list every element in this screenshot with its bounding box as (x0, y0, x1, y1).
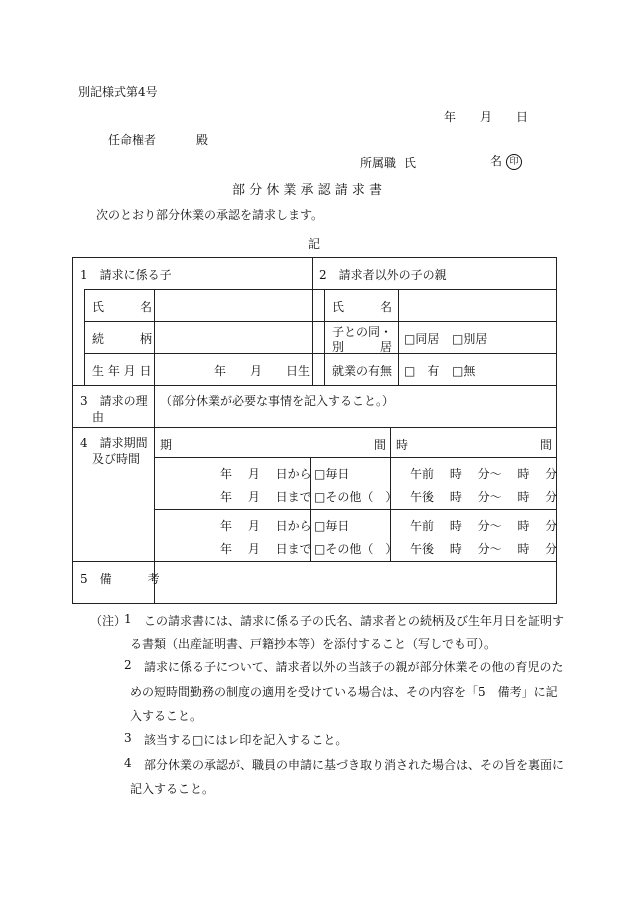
intro-text: 次のとおり部分休業の承認を請求します。 (96, 208, 324, 222)
section-reason-title-line2: 由 (92, 410, 105, 424)
name-label-first: 氏 (404, 156, 417, 170)
period1-am-time: 午前 時 分～ 時 分 (410, 467, 558, 481)
period1-pm-time: 午後 時 分～ 時 分 (410, 490, 558, 504)
birth-month: 月 (250, 364, 263, 378)
period2-to: 年 月 日まで (220, 542, 312, 556)
reason-hint: （部分休業が必要な事情を記入すること。） (160, 394, 395, 408)
period1-from: 年 月 日から (220, 467, 312, 481)
note3-line1: 該当する□にはレ印を記入すること。 (144, 733, 348, 747)
period1-other-checkbox[interactable]: □その他（ ） (314, 490, 398, 504)
child-name-label: 氏 名 (92, 300, 153, 314)
period1-to: 年 月 日まで (220, 490, 312, 504)
note1-line2: る書類（出産証明書、戸籍抄本等）を添付すること（写しでも可）。 (130, 637, 497, 651)
employment-no-checkbox[interactable]: □無 (452, 364, 476, 378)
name-label-second-text: 名 (490, 154, 503, 168)
period2-other-checkbox[interactable]: □その他（ ） (314, 542, 398, 556)
appointer-suffix: 殿 (196, 133, 209, 147)
appointer-label: 任命権者 (108, 133, 157, 147)
note3-number: 3 (124, 731, 132, 745)
note2-line3: 入すること。 (130, 709, 203, 723)
notes-prefix: （注） (90, 614, 127, 628)
period-column-header-end: 間 (374, 438, 387, 452)
date-day: 日 (516, 110, 529, 124)
birth-day-suffix: 日生 (286, 364, 311, 378)
note4-line2: 記入すること。 (130, 782, 215, 796)
period2-am-time: 午前 時 分～ 時 分 (410, 519, 558, 533)
period-column-header: 期 (160, 438, 173, 452)
ki-label: 記 (308, 237, 321, 251)
note2-line2: めの短時間勤務の制度の適用を受けている場合は、その内容を「5 備考」に記 (130, 685, 558, 699)
cohab-label-line2: 別 居 (332, 340, 393, 354)
period2-pm-time: 午後 時 分～ 時 分 (410, 542, 558, 556)
period2-from: 年 月 日から (220, 519, 312, 533)
cohab-label-line1: 子との同・ (332, 325, 393, 339)
date-year: 年 (444, 110, 457, 124)
note1-number: 1 (124, 612, 132, 626)
section-reason-title-line1: 3 請求の理 (80, 394, 148, 408)
section-period-title-line1: 4 請求期間 (80, 436, 148, 450)
child-relation-label: 続 柄 (92, 332, 153, 346)
period1-daily-checkbox[interactable]: □毎日 (314, 467, 350, 481)
note4-number: 4 (124, 756, 132, 770)
note4-line1: 部分休業の承認が、職員の申請に基づき取り消された場合は、その旨を裏面に (144, 758, 565, 772)
section-other-parent-title: 2 請求者以外の子の親 (319, 268, 447, 282)
date-month: 月 (480, 110, 493, 124)
birth-year: 年 (214, 364, 227, 378)
document-title: 部 分 休 業 承 認 請 求 書 (232, 183, 383, 198)
employment-label: 就業の有無 (332, 364, 393, 378)
cohab-separate-checkbox[interactable]: □別居 (452, 332, 488, 346)
time-column-header-end: 間 (540, 438, 553, 452)
seal-icon: 印 (506, 154, 522, 170)
form-number: 別記様式第4号 (78, 85, 158, 99)
time-column-header: 時 (396, 438, 409, 452)
employment-yes-checkbox[interactable]: □ 有 (404, 364, 440, 378)
cohab-same-checkbox[interactable]: □同居 (404, 332, 440, 346)
name-label-second (490, 152, 522, 170)
child-birth-label: 生 年 月 日 (92, 364, 152, 378)
note2-line1: 請求に係る子について、請求者以外の当該子の親が部分休業その他の育児のた (144, 660, 564, 674)
section-period-title-line2: 及び時間 (92, 452, 141, 466)
note2-number: 2 (124, 658, 132, 672)
period2-daily-checkbox[interactable]: □毎日 (314, 519, 350, 533)
affiliation-label: 所属職 (360, 156, 397, 170)
section-child-title: 1 請求に係る子 (80, 268, 172, 282)
parent-name-label: 氏 名 (332, 300, 393, 314)
section-remarks-title: 5 備 考 (80, 572, 160, 586)
note1-line1: この請求書には、請求に係る子の氏名、請求者との続柄及び生年月日を証明す (144, 614, 565, 628)
